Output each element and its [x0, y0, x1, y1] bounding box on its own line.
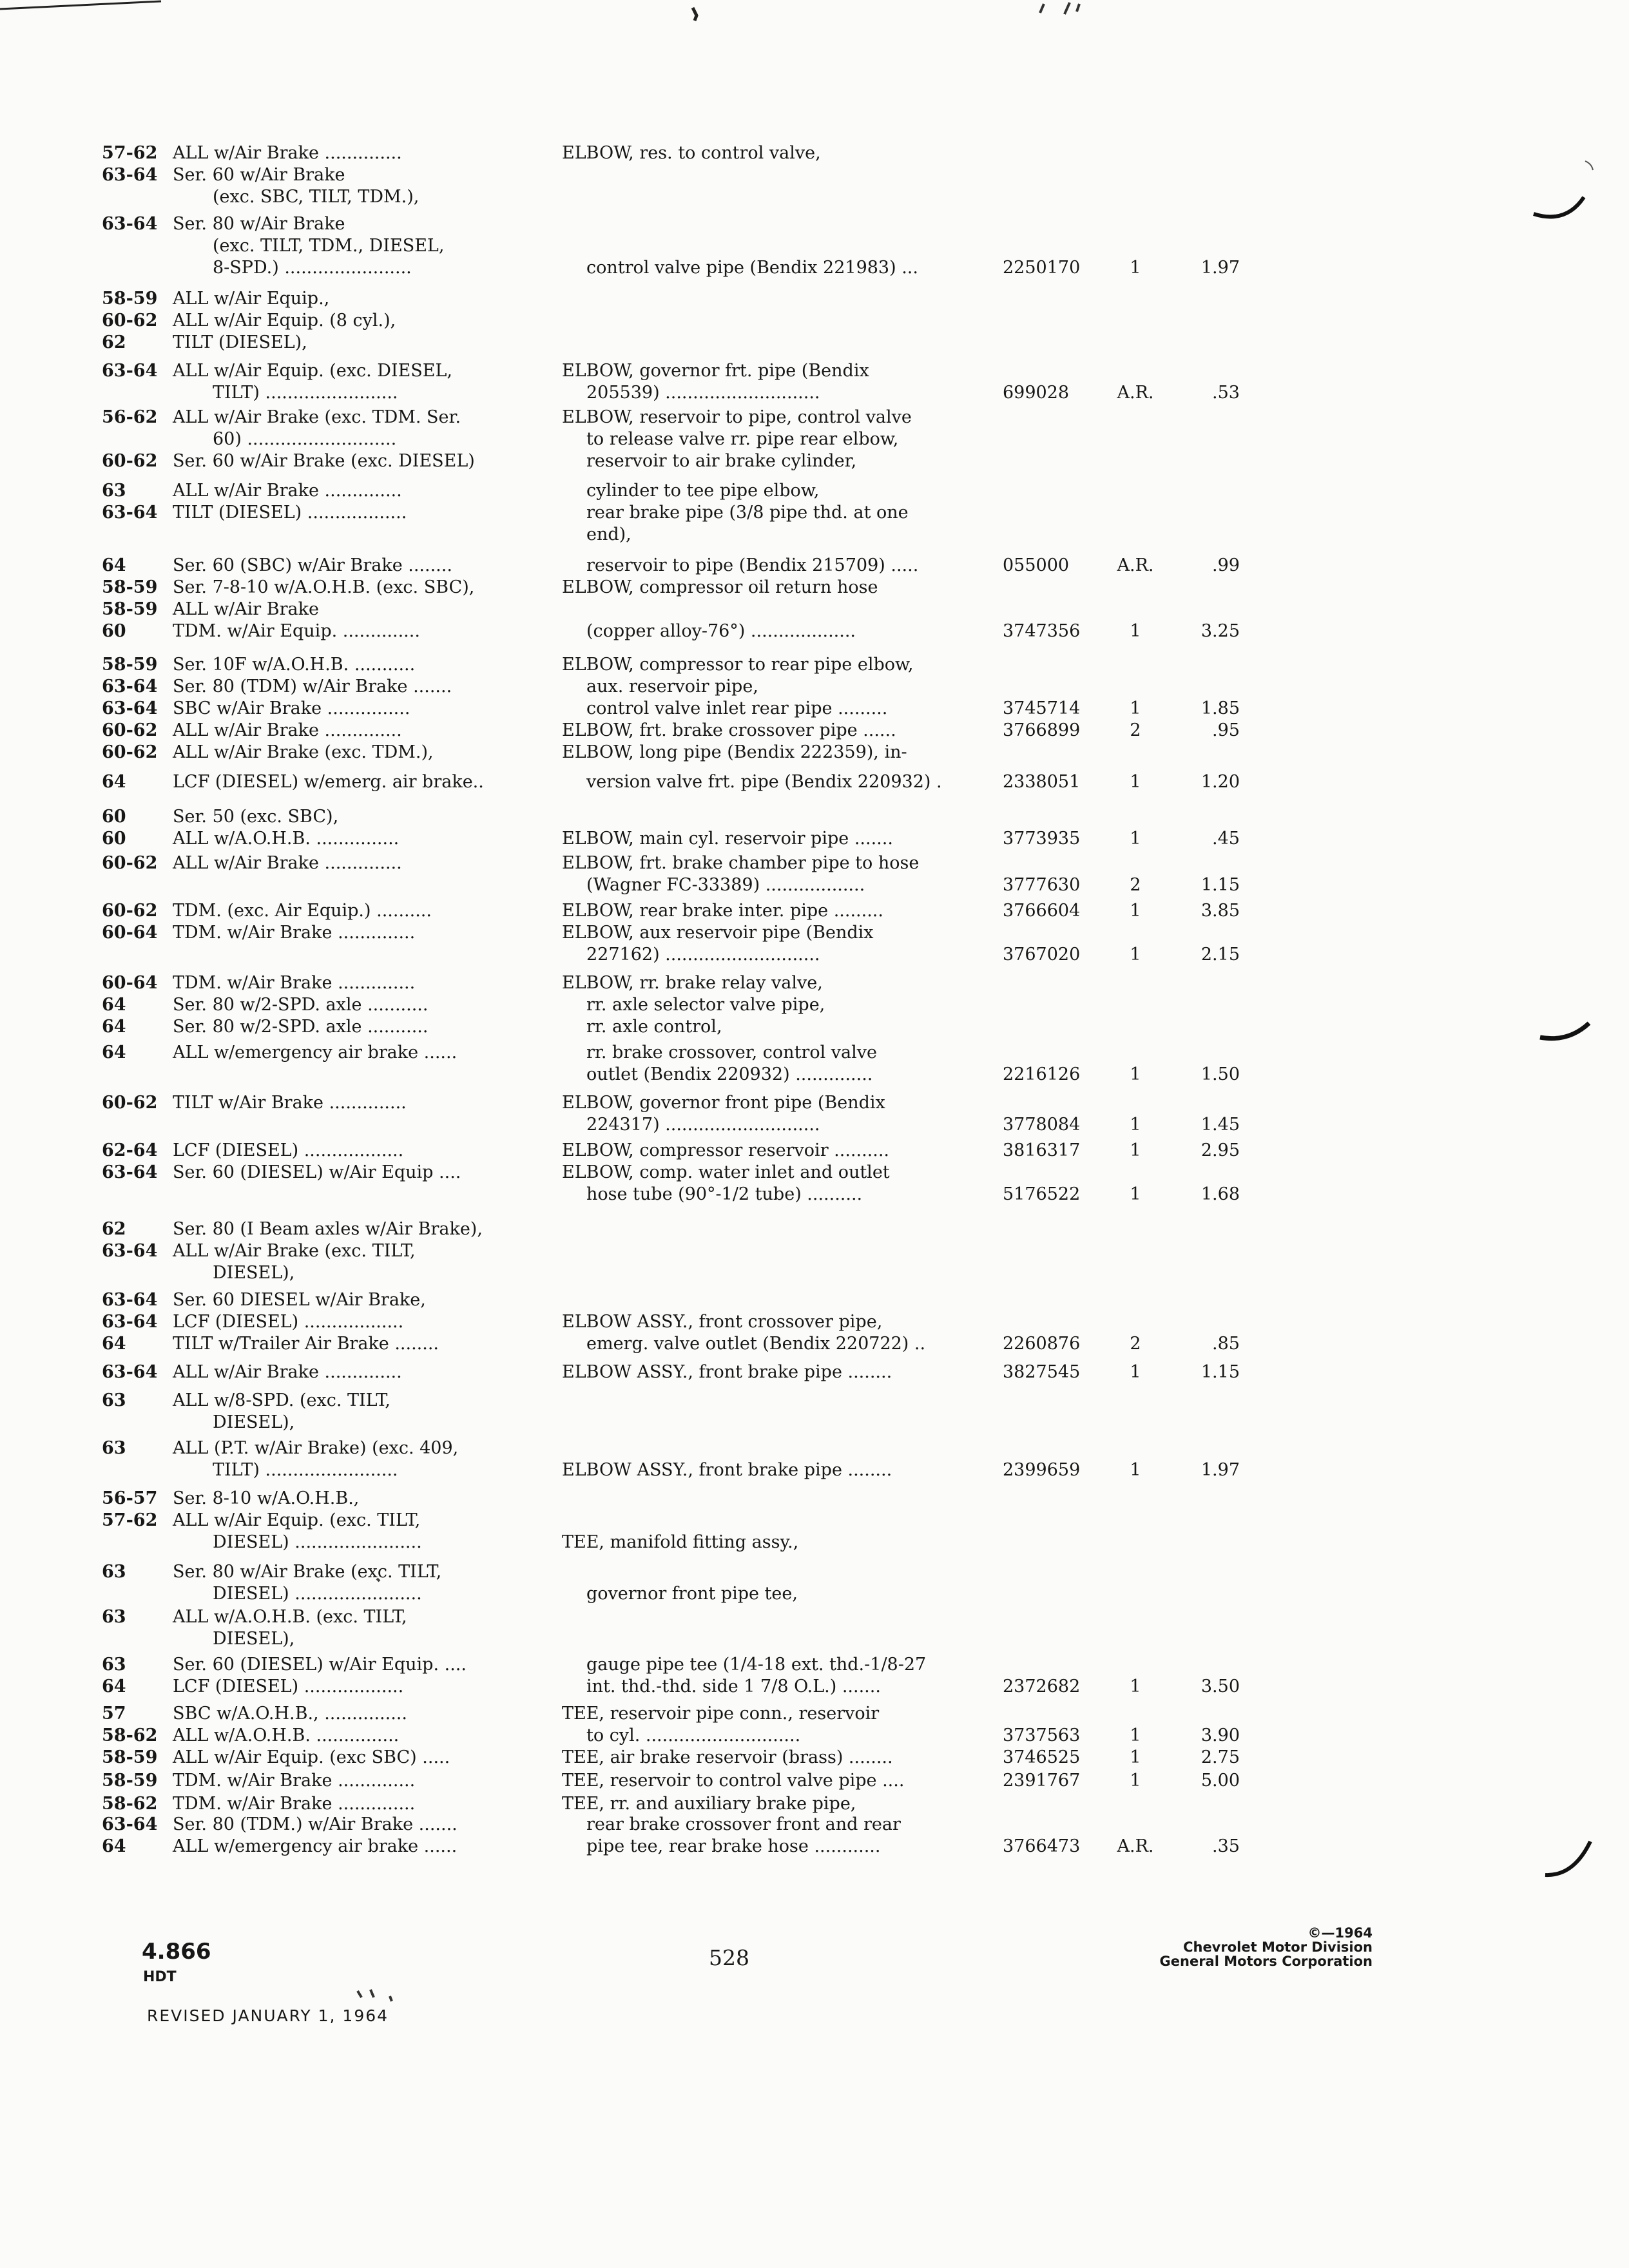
model-years: 63-64 [102, 361, 158, 381]
application: Ser. 60 (DIESEL) w/Air Equip .... [173, 1162, 461, 1182]
part-number: 3766899 [1003, 720, 1081, 740]
model-years: 60-62 [102, 853, 158, 873]
part-description: ELBOW ASSY., front crossover pipe, [562, 1312, 883, 1332]
part-description: ELBOW, comp. water inlet and outlet [562, 1162, 890, 1182]
copyright: ©—1964 [1307, 1925, 1373, 1941]
list-price: .99 [1212, 555, 1240, 575]
part-description: 227162) ............................ [586, 945, 820, 965]
model-years: 64 [102, 1043, 126, 1062]
model-years: 58-62 [102, 1725, 158, 1745]
part-description: (Wagner FC-33389) .................. [586, 875, 865, 895]
revision-date: REVISED JANUARY 1, 1964 [147, 2006, 389, 2025]
model-years: 60-62 [102, 1093, 158, 1113]
application: TDM. w/Air Brake .............. [173, 973, 416, 993]
model-years: 60-62 [102, 901, 158, 921]
part-description: ELBOW, res. to control valve, [562, 143, 821, 163]
application: TILT (DIESEL) .................. [173, 503, 407, 523]
part-description: ELBOW, frt. brake crossover pipe ...... [562, 720, 896, 740]
application: Ser. 60 w/Air Brake [173, 165, 345, 185]
model-years: 62 [102, 332, 126, 352]
application: SBC w/A.O.H.B., ............... [173, 1704, 407, 1724]
quantity: 1 [1130, 901, 1141, 921]
model-years: 63-64 [102, 1362, 158, 1382]
model-years: 64 [102, 555, 126, 575]
application: ALL w/Air Brake .............. [173, 143, 402, 163]
part-description: control valve pipe (Bendix 221983) ... [586, 258, 918, 278]
application: Ser. 80 w/Air Brake (exc. TILT, [173, 1562, 442, 1582]
model-years: 63-64 [102, 677, 158, 697]
model-years: 58-62 [102, 1794, 158, 1814]
application: DIESEL), [213, 1412, 295, 1432]
application: ALL w/Air Equip., [173, 289, 330, 309]
model-years: 58-59 [102, 289, 158, 309]
application: ALL (P.T. w/Air Brake) (exc. 409, [173, 1438, 459, 1458]
application: Ser. 80 w/Air Brake [173, 214, 345, 234]
part-number: 2399659 [1003, 1460, 1081, 1480]
part-description: cylinder to tee pipe elbow, [586, 481, 820, 501]
model-years: 60 [102, 807, 126, 827]
application: ALL w/Air Brake [173, 599, 319, 619]
part-description: version valve frt. pipe (Bendix 220932) . [586, 772, 942, 792]
part-description: ELBOW, reservoir to pipe, control valve [562, 407, 912, 427]
quantity: 1 [1130, 1140, 1141, 1160]
part-description: to cyl. ............................ [586, 1725, 801, 1745]
application: ALL w/Air Equip. (exc. DIESEL, [173, 361, 453, 381]
model-years: 58-59 [102, 1747, 158, 1767]
part-description: TEE, reservoir to control valve pipe .... [562, 1771, 905, 1791]
list-price: 3.50 [1200, 1677, 1240, 1696]
application: Ser. 80 (I Beam axles w/Air Brake), [173, 1219, 483, 1239]
part-number: 3766604 [1003, 901, 1081, 921]
part-number: 3777630 [1003, 875, 1081, 895]
application: DIESEL) ....................... [213, 1584, 422, 1604]
model-years: 64 [102, 1334, 126, 1354]
application: TDM. w/Air Brake .............. [173, 923, 416, 943]
quantity: 1 [1130, 1064, 1141, 1084]
application: (exc. TILT, TDM., DIESEL, [213, 236, 445, 256]
application: Ser. 60 DIESEL w/Air Brake, [173, 1290, 426, 1310]
part-description: ELBOW, rr. brake relay valve, [562, 973, 823, 993]
part-description: governor front pipe tee, [586, 1584, 798, 1604]
part-description: ELBOW, frt. brake chamber pipe to hose [562, 853, 920, 873]
application: ALL w/A.O.H.B. ............... [173, 829, 400, 849]
application: Ser. 8-10 w/A.O.H.B., [173, 1488, 360, 1508]
list-price: 3.90 [1200, 1725, 1240, 1745]
model-years: 60-62 [102, 451, 158, 471]
part-description: ELBOW ASSY., front brake pipe ........ [562, 1362, 892, 1382]
quantity: 1 [1130, 698, 1141, 718]
application: DIESEL), [213, 1629, 295, 1649]
application: DIESEL), [213, 1263, 295, 1283]
model-years: 60-64 [102, 973, 158, 993]
list-price: 1.15 [1200, 875, 1240, 895]
application: TDM. (exc. Air Equip.) .......... [173, 901, 432, 921]
model-years: 57 [102, 1704, 126, 1724]
list-price: 1.85 [1200, 698, 1240, 718]
model-years: 58-59 [102, 599, 158, 619]
part-description: rr. axle selector valve pipe, [586, 995, 825, 1015]
application: Ser. 80 w/2-SPD. axle ........... [173, 1017, 429, 1037]
part-number: 3827545 [1003, 1362, 1081, 1382]
application: Ser. 60 w/Air Brake (exc. DIESEL) [173, 451, 475, 471]
list-price: 2.95 [1200, 1140, 1240, 1160]
application: ALL w/Air Brake .............. [173, 481, 402, 501]
list-price: 5.00 [1200, 1771, 1240, 1791]
quantity: 1 [1130, 829, 1141, 849]
part-description: hose tube (90°-1/2 tube) .......... [586, 1184, 863, 1204]
application: ALL w/Air Brake .............. [173, 853, 402, 873]
part-number: 699028 [1003, 383, 1070, 403]
quantity: 1 [1130, 1115, 1141, 1135]
part-description: rr. brake crossover, control valve [586, 1043, 878, 1062]
application: Ser. 80 (TDM) w/Air Brake ....... [173, 677, 452, 697]
list-price: 1.68 [1200, 1184, 1240, 1204]
part-number: 3773935 [1003, 829, 1081, 849]
quantity: 1 [1130, 772, 1141, 792]
part-description: TEE, reservoir pipe conn., reservoir [562, 1704, 880, 1724]
part-description: control valve inlet rear pipe ......... [586, 698, 888, 718]
list-price: 3.25 [1200, 621, 1240, 641]
model-years: 60 [102, 829, 126, 849]
model-years: 64 [102, 1017, 126, 1037]
quantity: 1 [1130, 1184, 1141, 1204]
part-number: 2216126 [1003, 1064, 1081, 1084]
part-description: rear brake crossover front and rear [586, 1814, 901, 1834]
list-price: .45 [1212, 829, 1240, 849]
model-years: 64 [102, 1677, 126, 1696]
model-years: 63 [102, 1438, 126, 1458]
model-years: 64 [102, 1836, 126, 1856]
application: ALL w/Air Equip. (exc SBC) ..... [173, 1747, 450, 1767]
part-description: (copper alloy-76°) ................... [586, 621, 856, 641]
application: Ser. 10F w/A.O.H.B. ........... [173, 655, 416, 675]
list-price: 1.97 [1200, 1460, 1240, 1480]
part-description: TEE, manifold fitting assy., [562, 1532, 799, 1552]
application: LCF (DIESEL) .................. [173, 1140, 404, 1160]
part-description: pipe tee, rear brake hose ............ [586, 1836, 881, 1856]
application: ALL w/Air Equip. (8 cyl.), [173, 311, 396, 331]
model-years: 63-64 [102, 165, 158, 185]
quantity: 1 [1130, 1747, 1141, 1767]
application: Ser. 60 (DIESEL) w/Air Equip. .... [173, 1655, 467, 1675]
model-years: 63 [102, 1390, 126, 1410]
model-years: 57-62 [102, 1510, 158, 1530]
model-years: 58-59 [102, 577, 158, 597]
part-description: end), [586, 524, 631, 544]
part-description: TEE, air brake reservoir (brass) ........ [562, 1747, 893, 1767]
application: ALL w/Air Brake (exc. TILT, [173, 1241, 416, 1261]
application: ALL w/Air Brake .............. [173, 1362, 402, 1382]
model-years: 60-64 [102, 923, 158, 943]
part-number: 5176522 [1003, 1184, 1081, 1204]
application: Ser. 50 (exc. SBC), [173, 807, 339, 827]
part-description: ELBOW ASSY., front brake pipe ........ [562, 1460, 892, 1480]
part-description: ELBOW, rear brake inter. pipe ......... [562, 901, 883, 921]
application: Ser. 80 (TDM.) w/Air Brake ....... [173, 1814, 458, 1834]
part-number: 2260876 [1003, 1334, 1081, 1354]
model-years: 63 [102, 481, 126, 501]
model-years: 62-64 [102, 1140, 158, 1160]
quantity: 2 [1130, 1334, 1141, 1354]
quantity: 1 [1130, 258, 1141, 278]
quantity: 1 [1130, 1725, 1141, 1745]
application: (exc. SBC, TILT, TDM.), [213, 187, 419, 207]
application: LCF (DIESEL) .................. [173, 1312, 404, 1332]
application: ALL w/Air Brake (exc. TDM.), [173, 742, 434, 762]
part-description: ELBOW, main cyl. reservoir pipe ....... [562, 829, 893, 849]
application: TDM. w/Air Equip. .............. [173, 621, 420, 641]
model-years: 60-62 [102, 311, 158, 331]
model-years: 63-64 [102, 1814, 158, 1834]
quantity: 1 [1130, 1460, 1141, 1480]
part-description: int. thd.-thd. side 1 7/8 O.L.) ....... [586, 1677, 881, 1696]
part-number: 3778084 [1003, 1115, 1081, 1135]
model-years: 57-62 [102, 143, 158, 163]
model-years: 58-59 [102, 655, 158, 675]
application: ALL w/Air Brake .............. [173, 720, 402, 740]
section-number: 4.866 [142, 1939, 211, 1965]
part-number: 3766473 [1003, 1836, 1081, 1856]
quantity: 2 [1130, 875, 1141, 895]
list-price: .85 [1212, 1334, 1240, 1354]
part-number: 3767020 [1003, 945, 1081, 965]
quantity: 1 [1130, 1677, 1141, 1696]
list-price: .95 [1212, 720, 1240, 740]
application: Ser. 7-8-10 w/A.O.H.B. (exc. SBC), [173, 577, 475, 597]
list-price: 2.75 [1200, 1747, 1240, 1767]
application: LCF (DIESEL) w/emerg. air brake.. [173, 772, 484, 792]
model-years: 63-64 [102, 698, 158, 718]
application: Ser. 60 (SBC) w/Air Brake ........ [173, 555, 452, 575]
application: 60) ........................... [213, 429, 397, 449]
part-description: reservoir to air brake cylinder, [586, 451, 857, 471]
part-description: outlet (Bendix 220932) .............. [586, 1064, 873, 1084]
application: Ser. 80 w/2-SPD. axle ........... [173, 995, 429, 1015]
quantity: 1 [1130, 621, 1141, 641]
part-description: ELBOW, governor frt. pipe (Bendix [562, 361, 869, 381]
quantity: A.R. [1117, 555, 1154, 575]
part-description: ELBOW, compressor to rear pipe elbow, [562, 655, 914, 675]
part-description: gauge pipe tee (1/4-18 ext. thd.-1/8-27 [586, 1655, 927, 1675]
model-years: 60 [102, 621, 126, 641]
part-number: 2338051 [1003, 772, 1081, 792]
part-description: emerg. valve outlet (Bendix 220722) .. [586, 1334, 926, 1354]
quantity: A.R. [1117, 1836, 1154, 1856]
application: DIESEL) ....................... [213, 1532, 422, 1552]
model-years: 58-59 [102, 1771, 158, 1791]
model-years: 63-64 [102, 1312, 158, 1332]
model-years: 64 [102, 772, 126, 792]
quantity: 1 [1130, 1362, 1141, 1382]
model-years: 60-62 [102, 742, 158, 762]
model-years: 60-62 [102, 720, 158, 740]
list-price: .53 [1212, 383, 1240, 403]
part-description: to release valve rr. pipe rear elbow, [586, 429, 899, 449]
part-description: rr. axle control, [586, 1017, 722, 1037]
model-years: 62 [102, 1219, 126, 1239]
part-description: reservoir to pipe (Bendix 215709) ..... [586, 555, 919, 575]
list-price: .35 [1212, 1836, 1240, 1856]
application: TDM. w/Air Brake .............. [173, 1771, 416, 1791]
application: TDM. w/Air Brake .............. [173, 1794, 416, 1814]
part-description: 224317) ............................ [586, 1115, 820, 1135]
application: ALL w/emergency air brake ...... [173, 1836, 458, 1856]
application: TILT w/Air Brake .............. [173, 1093, 407, 1113]
application: ALL w/8-SPD. (exc. TILT, [173, 1390, 391, 1410]
model-years: 63-64 [102, 1290, 158, 1310]
part-number: 2391767 [1003, 1771, 1081, 1791]
model-years: 63-64 [102, 214, 158, 234]
model-years: 64 [102, 995, 126, 1015]
model-years: 63-64 [102, 503, 158, 523]
application: ALL w/A.O.H.B. (exc. TILT, [173, 1607, 407, 1627]
part-description: ELBOW, long pipe (Bendix 222359), in- [562, 742, 907, 762]
model-years: 63 [102, 1607, 126, 1627]
model-years: 63-64 [102, 1162, 158, 1182]
part-description: ELBOW, aux reservoir pipe (Bendix [562, 923, 874, 943]
part-description: rear brake pipe (3/8 pipe thd. at one [586, 503, 909, 523]
part-number: 3816317 [1003, 1140, 1081, 1160]
list-price: 1.15 [1200, 1362, 1240, 1382]
part-number: 3747356 [1003, 621, 1081, 641]
part-description: ELBOW, compressor reservoir .......... [562, 1140, 890, 1160]
application: ALL w/A.O.H.B. ............... [173, 1725, 400, 1745]
part-description: aux. reservoir pipe, [586, 677, 758, 697]
part-number: 2372682 [1003, 1677, 1081, 1696]
application: 8-SPD.) ....................... [213, 258, 412, 278]
model-years: 63 [102, 1562, 126, 1582]
application: SBC w/Air Brake ............... [173, 698, 410, 718]
part-number: 2250170 [1003, 258, 1081, 278]
part-number: 3745714 [1003, 698, 1081, 718]
model-years: 56-57 [102, 1488, 158, 1508]
part-number: 3737563 [1003, 1725, 1081, 1745]
list-price: 3.85 [1200, 901, 1240, 921]
list-price: 2.15 [1200, 945, 1240, 965]
application: TILT) ........................ [213, 1460, 398, 1480]
list-price: 1.97 [1200, 258, 1240, 278]
part-description: 205539) ............................ [586, 383, 820, 403]
quantity: 2 [1130, 720, 1141, 740]
model-years: 63 [102, 1655, 126, 1675]
list-price: 1.45 [1200, 1115, 1240, 1135]
part-description: TEE, rr. and auxiliary brake pipe, [562, 1794, 856, 1814]
part-description: ELBOW, governor front pipe (Bendix [562, 1093, 885, 1113]
quantity: 1 [1130, 945, 1141, 965]
list-price: 1.50 [1200, 1064, 1240, 1084]
model-years: 56-62 [102, 407, 158, 427]
application: TILT w/Trailer Air Brake ........ [173, 1334, 439, 1354]
part-number: 3746525 [1003, 1747, 1081, 1767]
quantity: A.R. [1117, 383, 1154, 403]
application: ALL w/Air Equip. (exc. TILT, [173, 1510, 421, 1530]
list-price: 1.20 [1200, 772, 1240, 792]
page-number: 528 [709, 1945, 749, 1970]
application: ALL w/emergency air brake ...... [173, 1043, 458, 1062]
part-number: 055000 [1003, 555, 1070, 575]
quantity: 1 [1130, 1771, 1141, 1791]
model-years: 63-64 [102, 1241, 158, 1261]
division-name: Chevrolet Motor Division [1183, 1939, 1373, 1955]
application: ALL w/Air Brake (exc. TDM. Ser. [173, 407, 461, 427]
application: LCF (DIESEL) .................. [173, 1677, 404, 1696]
corporation-name: General Motors Corporation [1159, 1954, 1373, 1969]
application: TILT (DIESEL), [173, 332, 307, 352]
application: TILT) ........................ [213, 383, 398, 403]
section-code: HDT [143, 1969, 177, 1985]
part-description: ELBOW, compressor oil return hose [562, 577, 878, 597]
